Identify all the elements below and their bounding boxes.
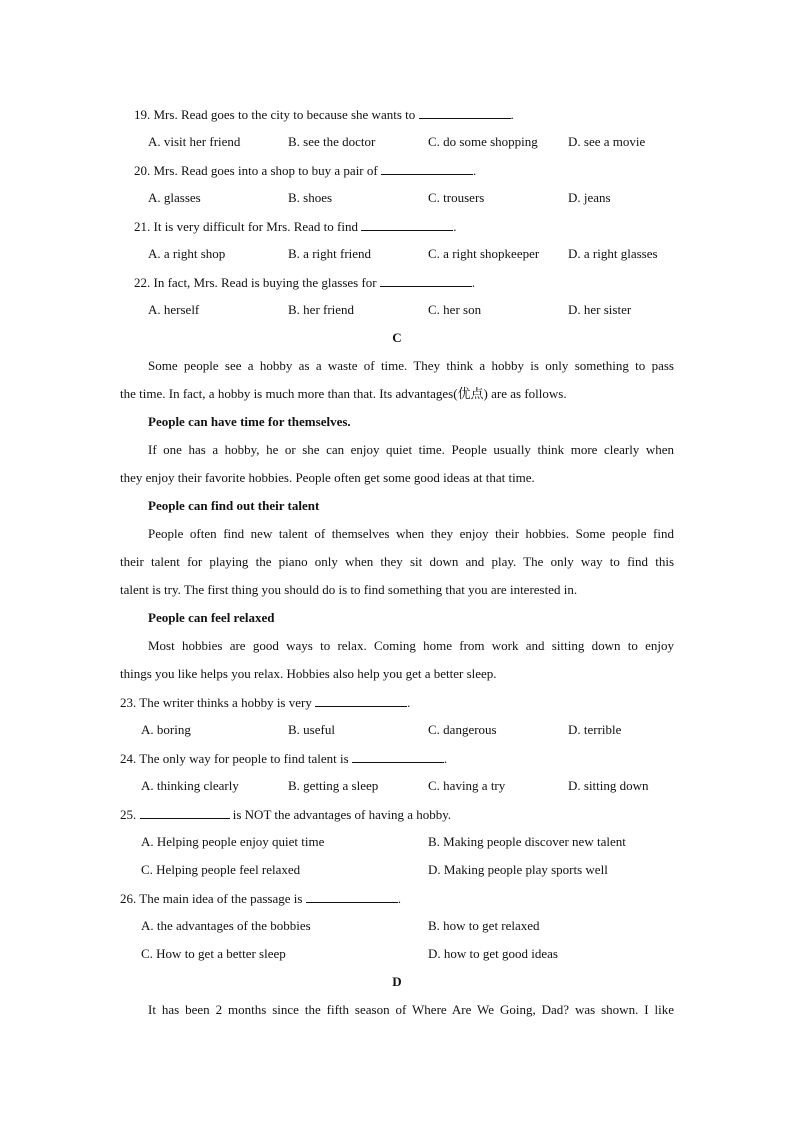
question-23-stem: 23. The writer thinks a hobby is very — [120, 695, 312, 710]
question-22-stem: 22. In fact, Mrs. Read is buying the glasses for — [134, 275, 377, 290]
option-20-d: D. jeans — [568, 190, 611, 205]
option-20-a: A. glasses — [148, 190, 201, 205]
option-21-c: C. a right shopkeeper — [428, 246, 540, 261]
option-19-b: B. see the doctor — [288, 134, 376, 149]
option-22-b: B. her friend — [288, 302, 355, 317]
question-25-stem: is NOT the advantages of having a hobby. — [232, 807, 452, 822]
passage-c-intro-line-2: the time. In fact, a hobby is much more than that. Its advantages(优点) are as follows. — [120, 386, 567, 401]
question-25-number: 25. — [120, 807, 137, 822]
option-20-b: B. shoes — [288, 190, 333, 205]
option-19-c: C. do some shopping — [428, 134, 538, 149]
option-24-b: B. getting a sleep — [288, 778, 379, 793]
passage-c-p3-line-1: Most hobbies are good ways to relax. Coming home from work and sitting down to enjoy — [148, 638, 674, 653]
passage-c-p2-line-3: talent is try. The first thing you should do is to find something that you are interested in. — [120, 582, 578, 597]
answer-blank — [140, 806, 230, 819]
answer-blank — [361, 218, 453, 231]
question-end: . — [472, 163, 477, 178]
subheading-time-for-themselves: People can have time for themselves. — [148, 414, 351, 429]
question-end: . — [510, 107, 514, 122]
answer-blank — [306, 890, 398, 903]
option-25-b: B. Making people discover new talent — [428, 834, 626, 849]
question-26 — [120, 890, 401, 907]
answer-blank — [380, 274, 472, 287]
option-26-a: A. the advantages of the bobbies — [141, 918, 311, 933]
question-21-stem: 21. It is very difficult for Mrs. Read to find — [134, 219, 358, 234]
passage-d-p1-line-1: It has been 2 months since the fifth season of Where Are We Going, Dad? was shown. I like — [148, 1002, 674, 1017]
question-19-stem: 19. Mrs. Read goes to the city to because she wants to — [134, 107, 416, 122]
option-22-c: C. her son — [428, 302, 482, 317]
option-19-a: A. visit her friend — [148, 134, 241, 149]
option-21-a: A. a right shop — [148, 246, 226, 261]
option-20-c: C. trousers — [428, 190, 485, 205]
question-25 — [120, 806, 451, 823]
option-23-b: B. useful — [288, 722, 335, 737]
option-19-d: D. see a movie — [568, 134, 646, 149]
option-24-d: D. sitting down — [568, 778, 649, 793]
answer-blank — [381, 162, 473, 175]
option-24-c: C. having a try — [428, 778, 506, 793]
subheading-find-talent: People can find out their talent — [148, 498, 320, 513]
question-21 — [134, 218, 456, 235]
question-23 — [120, 694, 410, 711]
question-22 — [134, 274, 475, 291]
option-21-b: B. a right friend — [288, 246, 372, 261]
section-heading-d: D — [392, 974, 402, 989]
subheading-feel-relaxed: People can feel relaxed — [148, 610, 275, 625]
question-26-stem: 26. The main idea of the passage is — [120, 891, 303, 906]
question-end: . — [397, 891, 401, 906]
question-24 — [120, 750, 447, 767]
question-end: . — [471, 275, 476, 290]
option-22-a: A. herself — [148, 302, 200, 317]
option-21-d: D. a right glasses — [568, 246, 658, 261]
passage-c-p1-line-1: If one has a hobby, he or she can enjoy quiet time. People usually think more clearly when — [148, 442, 674, 457]
section-heading-c: C — [392, 330, 402, 345]
option-22-d: D. her sister — [568, 302, 632, 317]
option-25-c: C. Helping people feel relaxed — [141, 862, 301, 877]
answer-blank — [419, 106, 511, 119]
option-23-c: C. dangerous — [428, 722, 497, 737]
passage-c-p1-line-2: they enjoy their favorite hobbies. People often get some good ideas at that time. — [120, 470, 535, 485]
passage-c-intro-line-1: Some people see a hobby as a waste of time. They think a hobby is only something to pass — [148, 358, 674, 373]
question-20 — [134, 162, 476, 179]
option-25-d: D. Making people play sports well — [428, 862, 608, 877]
question-end: . — [407, 695, 411, 710]
passage-c-p2-line-2: their talent for playing the piano only when they sit down and play. The only way to find this — [120, 554, 674, 569]
option-26-d: D. how to get good ideas — [428, 946, 558, 961]
question-end: . — [453, 219, 457, 234]
question-end: . — [443, 751, 448, 766]
question-24-stem: 24. The only way for people to find talent is — [120, 751, 349, 766]
question-19 — [134, 106, 514, 123]
option-24-a: A. thinking clearly — [141, 778, 239, 793]
option-23-d: D. terrible — [568, 722, 622, 737]
answer-blank — [315, 694, 407, 707]
option-25-a: A. Helping people enjoy quiet time — [141, 834, 325, 849]
option-23-a: A. boring — [141, 722, 191, 737]
answer-blank — [352, 750, 444, 763]
passage-c-p3-line-2: things you like helps you relax. Hobbies also help you get a better sleep. — [120, 666, 497, 681]
option-26-b: B. how to get relaxed — [428, 918, 540, 933]
option-26-c: C. How to get a better sleep — [141, 946, 286, 961]
passage-c-p2-line-1: People often find new talent of themselves when they enjoy their hobbies. Some people find — [148, 526, 674, 541]
question-20-stem: 20. Mrs. Read goes into a shop to buy a pair of — [134, 163, 378, 178]
